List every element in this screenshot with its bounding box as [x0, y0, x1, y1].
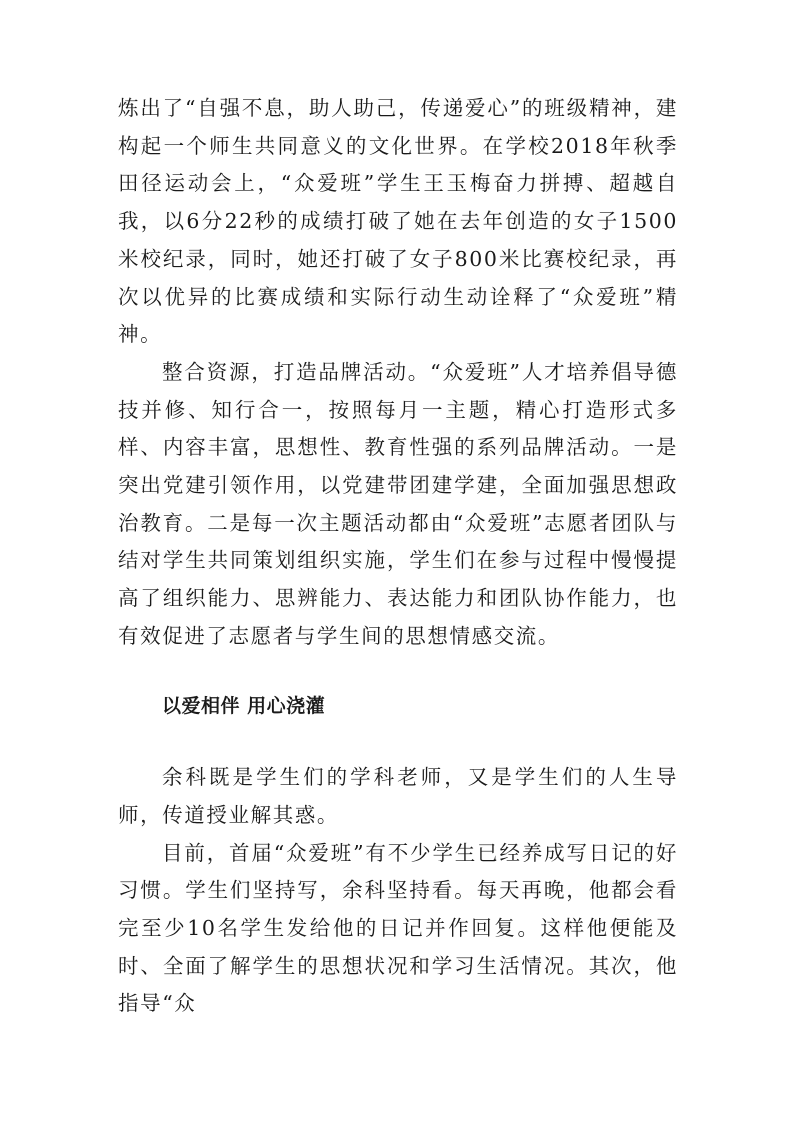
- paragraph-brand-activities: 整合资源，打造品牌活动。“众爱班”人才培养倡导德技并修、知行合一，按照每月一主题，精心打造形式多样、内容丰富，思想性、教育性强的系列品牌活动。一是突出党建引领作用，以党建带团建学建，全面加强思想政治教育。二是每一次主题活动都由“众爱班”志愿者团队与结对学生共同策划组织实施，学生们在参与过程中慢慢提高了组织能力、思辨能力、表达能力和团队协作能力，也有效促进了志愿者与学生间的思想情感交流。: [118, 359, 678, 648]
- spacer: [118, 725, 678, 759]
- spacer: [118, 656, 678, 688]
- document-page: [118, 90, 678, 1023]
- paragraph-diary-habit: 目前，首届“众爱班”有不少学生已经养成写日记的好习惯。学生们坚持写，余科坚持看。每天再晚，他都会看完至少10名学生发给他的日记并作回复。这样他便能及时、全面了解学生的思想状况和学习生活情况。其次，他指导“众: [118, 840, 678, 1016]
- paragraph-continuation: 炼出了“自强不息，助人助己，传递爱心”的班级精神，建构起一个师生共同意义的文化世界。在学校2018年秋季田径运动会上，“众爱班”学生王玉梅奋力拼搏、超越自我，以6分22秒的成绩打破了她在去年创造的女子1500米校纪录，同时，她还打破了女子800米比赛校纪录，再次以优异的比赛成绩和实际行动生动诠释了“众爱班”精神。: [118, 96, 678, 347]
- paragraph-teacher-role: 余科既是学生们的学科老师，又是学生们的人生导师，传道授业解其惑。: [118, 765, 678, 827]
- section-heading: 以爱相伴 用心浇灌: [162, 694, 326, 717]
